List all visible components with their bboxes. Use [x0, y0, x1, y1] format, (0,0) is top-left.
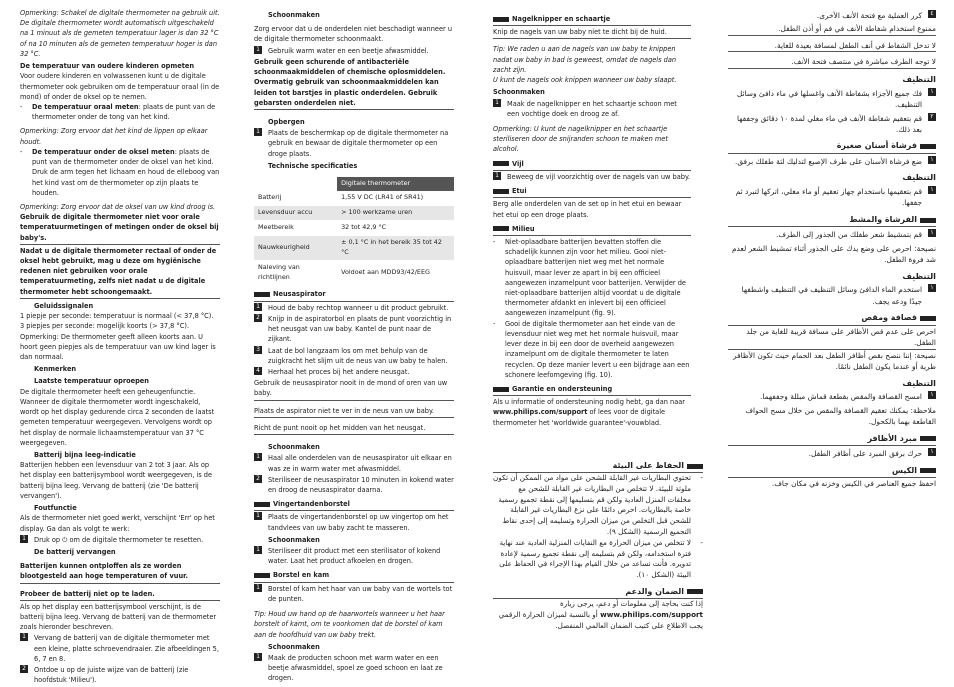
section-toothbrush: Vingertandenborstel — [254, 499, 454, 511]
note-auto-off: Opmerking: Schakel de digitale thermometer na gebruik uit. De digitale thermometer wordt automatisch uitgeschakeld na 1 minuut als de gemeten temperatuur lager is dan 32 °C of na 10 minuten als de gemeten temperatuur hoger is dan 32 °C. — [20, 9, 220, 58]
signal-note: Opmerking: De thermometer geeft alleen koorts aan. U hoort geen piepjes als de temperatuur van uw kind lager is dan normaal. — [20, 332, 216, 361]
ar-section-comb: الفرشاة والمشط — [728, 214, 936, 227]
heading-cleaning-4: Schoonmaken — [268, 642, 320, 651]
section-comb: Borstel en kam — [254, 570, 454, 582]
ar-file-step-1: ١ حرك برفق المبرد على أظافر الطفل. — [728, 448, 936, 459]
axil-label: De temperatuur onder de oksel meten — [32, 147, 175, 156]
clean-step-1: 1 Gebruik warm water en een beetje afwasmiddel. — [254, 46, 454, 56]
list-item-oral: - De temperatuur oraal meten: plaats de punt van de thermometer onder de tong van het kind. — [20, 102, 216, 122]
warning-cleaning: Gebruik geen schurende of antibacteriële schoonmaakmiddelen of chemische oplosmiddelen. Overmatig gebruik van schoonmaakmiddelen kan leiden tot barstjes in plastic onderdelen. Gebruik gebarsten onderdelen niet. — [254, 57, 454, 110]
ar-note-nail: ملاحظة: يمكنك تعقيم القصافة والمقص من خلال مسح الحواف القاطعة بهما بالكحول. — [745, 405, 936, 427]
heading-storage: Opbergen — [268, 117, 305, 126]
ar-clean4-step-1: ١ امسح القصافة والمقص بقطعة قماش مبللة وجففهما. — [728, 391, 936, 402]
ar-warning-deep: لا تدخل الشفاط في أنف الطفل لمسافة بعيدة للغاية. — [728, 40, 936, 52]
text-last-temp: De digitale thermometer heeft een geheugenfunctie. Wanneer de digitale thermometer wordt ingeschakeld, wordt op het display gedurende circa 2 seconden de laatst gemeten temperatuur weergegeven. Vervolgens wordt op het display de normale lichaamstemperatuur van 37 °C weergegeven. — [20, 387, 215, 447]
section-nail: Nagelknipper en schaartje — [493, 14, 691, 26]
text-replace: Als op het display een batterijsymbool verschijnt, is de batterij bijna leeg. Vervang de batterij van de thermometer zoals hieronder beschreven. — [20, 602, 217, 632]
text-error: Als de thermometer niet goed werkt, verschijnt 'Err' op het display. Ga dan als volgt te werk: — [20, 514, 215, 533]
spec-table — [254, 177, 454, 285]
section-case: Etui — [493, 186, 691, 198]
tip-comb: Tip: Houd uw hand op de haarwortels wanneer u het haar borstelt of kamt, om te voorkomen dat de borstel of kam aan de hoofdhuid van uw baby trekt. — [254, 610, 445, 639]
step-number: 2 — [20, 665, 28, 673]
table-row: Batterij 1,55 V DC (LR41 of SR41) — [254, 191, 454, 205]
clean4-step-1: 1 Maak de producten schoon met warm water en een beetje afwasmiddel, spoel ze goed schoon en laat ze drogen. — [254, 653, 454, 684]
ar-clean3-step-1: ١ استخدم الماء الدافئ وسائل التنظيف في التنظيف واشطفها جيدًا ودعه يجف. — [728, 284, 936, 307]
oral-label: De temperatuur oraal meten — [32, 102, 139, 111]
text-older-children: Voor oudere kinderen en volwassenen kunt u de digitale thermometer ook gebruiken om de temperatuur oraal (in de mond) of onder de oksel op te nemen. — [20, 72, 220, 101]
step-number: 1 — [20, 535, 28, 543]
asp-step-4: 4 Herhaal het proces bij het andere neusgat. — [254, 367, 454, 377]
ar-clean1-step-2: ٢ قم بتعقيم شفاطة الأنف في ماء مغلي لمدة ١٠ دقائق وجففها بعد ذلك. — [728, 113, 936, 136]
signal-1: 1 piepje per seconde: temperatuur is normaal (< 37,8 °C). — [20, 312, 214, 321]
table-row: Nauwkeurigheid ± 0,1 °C in het bereik 35 tot 42 °C — [254, 235, 454, 260]
warning-explode: Batterijen kunnen ontploffen als ze worden blootgesteld aan hoge temperaturen of vuur. — [20, 561, 220, 583]
ar-tip-comb: نصيحة: احرص على وضع يدك على الجذور أثناء تمشيط الشعر لعدم شد فروة الطفل. — [731, 243, 936, 265]
heading-replace-battery: De batterij vervangen — [34, 547, 116, 556]
replace-step-1: 1 Vervang de batterij van de digitale thermometer met een kleine, platte schroevendraaier. Zie afbeeldingen 5, 6, 7 en 8. — [20, 633, 220, 664]
heading-older-children: De temperatuur van oudere kinderen opmeten — [20, 62, 195, 71]
text-cleaning: Zorg ervoor dat u de onderdelen niet beschadigt wanneer u de digitale thermometer schoonmaakt. — [254, 25, 452, 44]
file-step-1: 1 Beweeg de vijl voorzichtig over de nagels van uw baby. — [493, 172, 691, 182]
nail-clean-step-1: 1 Maak de nagelknipper en het schaartje schoon met een vochtige doek en droog ze af. — [493, 99, 691, 119]
ar-list-item-env-2: - لا تتخلص من ميزان الحرارة مع النفايات المنزلية العادية عند نهاية فترة استخدامه، ولكن قم بتسليمه إلى نقطة تجميع رسمية لإعادة تدويره. فأنت تساعد من خلال القيام بهذا الإجراء في الحفاظ على البيئة (الشكل ١٠). — [499, 537, 703, 580]
section-warranty: Garantie en ondersteuning — [493, 384, 691, 396]
heading-last-temp: Laatste temperatuur oproepen — [34, 377, 149, 386]
support-link[interactable]: www.philips.com/support — [493, 408, 588, 417]
oral-text: : plaats de punt van de thermometer onder de tong van het kind. — [32, 102, 216, 122]
step-number: 1 — [254, 128, 262, 136]
ar-heading-cleaning-4: التنظيف — [902, 377, 936, 388]
signal-3: 3 piepjes per seconde: mogelijk koorts (> 37,8 °C). — [20, 322, 190, 331]
step-number: 1 — [20, 633, 28, 641]
ar-text-warranty: إذا كنت بحاجة إلى معلومات أو دعم، يرجى زيارة www.philips.com/support أو بالنسبة لميزان الحرارة الرقمي يجب الاطلاع على كتيب الضمان العالمي المنفصل. — [498, 598, 703, 630]
step-number: 1 — [254, 46, 262, 54]
list-item-env-1: - Niet-oplaadbare batterijen bevatten stoffen die schadelijk kunnen zijn voor het milieu. Gooi niet-oplaadbare batterijen niet weg met het normale huisvuil, maar lever ze apart in bij een officieel aangewezen inzamelpunt voor batterijen. Verwijder de niet-oplaadbare batterijen altijd voordat u de digitale thermometer afdankt en inlevert bij een officieel aangewezen inzamelpunt (fig. 9). — [493, 237, 686, 318]
list-item-env-2: - Gooi de digitale thermometer aan het einde van de levensduur niet weg met het normale huisvuil, maar lever deze in bij een door de overheid aangewezen inzamelpunt om de digitale thermometer te laten recyclen. Op deze manier levert u een bijdrage aan een schonere leefomgeving (fig. 10). — [493, 319, 690, 379]
column-4-arabic — [728, 8, 936, 673]
clean2-step-1: 1 Haal alle onderdelen van de neusaspirator uit elkaar en was ze in warm water met afwasmiddel. — [254, 453, 454, 473]
ar-section-case: الكيس — [728, 465, 936, 478]
ar-heading-cleaning-3: التنظيف — [902, 270, 936, 281]
heading-error: Foutfunctie — [34, 504, 77, 513]
ar-env-warranty-block — [493, 455, 703, 631]
heading-cleaning-2: Schoonmaken — [268, 443, 320, 452]
table-row: Levensduur accu > 100 werkzame uren — [254, 205, 454, 220]
column-2 — [254, 8, 454, 685]
ar-text-case: احفظ جميع العناصر في الكيس وخزنه في مكان جاف. — [771, 479, 936, 489]
heading-battery-low: Batterij bijna leeg-indicatie — [34, 450, 136, 459]
ar-clean1-step-1: ١ فك جميع الأجزاء بشفاطة الأنف واغسلها في ماء دافئ وسائل التنظيف. — [728, 88, 936, 111]
section-bar — [254, 292, 270, 297]
list-item-axillary: - De temperatuur onder de oksel meten: plaats de punt van de thermometer onder de oksel van het kind. Druk de arm tegen het lichaam en houd de elleboog van het kind vast om de thermometer op zijn plaats te houden. — [20, 147, 220, 197]
section-file: Vijl — [493, 159, 691, 171]
warning-nail: Knip de nagels van uw baby niet te dicht bij de huid. — [493, 27, 691, 39]
ar-warning-nail: احرص على عدم قص الأظافر على مسافة قريبة للغاية من جلد الطفل. — [728, 326, 936, 350]
table-row: Naleving van richtlijnen Voldoet aan MDD93/42/EEG — [254, 260, 454, 285]
replace-step-2: 2 Ontdoe u op de juiste wijze van de batterij (zie hoofdstuk 'Milieu'). — [20, 665, 220, 685]
store-step-1: 1 Plaats de beschermkap op de digitale thermometer na gebruik en bewaar de digitale thermometer op een droge plaats. — [254, 128, 454, 159]
ar-section-nail: قصافة ومقص — [728, 312, 936, 325]
ar-list-item-env-1: - تحتوي البطاريات غير القابلة للشحن على مواد من الممكن أن تكون ملوثة للبيئة. لا تتخلص من البطاريات غير القابلة للشحن مع مخلفات المنزل العادية ولكن قم بتسليمها إلى نقطة تجميع رسمية خاصة بالبطاريات. احرص دائمًا على نزع البطاريات غير القابلة للشحن قبل التخلص من ميزان الحرارة وتسليمه إلى إحدى نقاط التجميع الرسمية (الشكل ٩). — [493, 473, 703, 536]
text-battery-low: Batterijen hebben een levensduur van 2 tot 3 jaar. Als op het display een batterijsymbool wordt weergegeven, is de batterij bijna leeg. Vervang de batterij (zie 'De batterij vervangen'). — [20, 461, 212, 500]
heading-signals: Geluidssignalen — [34, 301, 94, 310]
ar-section-file: مبرد الأظافر — [728, 433, 936, 446]
asp-step-3: 3 Laat de bol langzaam los om met behulp van de zuigkracht het slijm uit de neus van uw baby te halen. — [254, 346, 454, 366]
ar-section-warranty: الضمان والدعم — [493, 586, 703, 599]
ar-section-environment: الحفاظ على البيئة — [493, 460, 703, 473]
ar-comb-step-1: ١ قم بتمشيط شعر طفلك من الجذور إلى الطرف. — [728, 229, 936, 240]
column-3 — [493, 8, 691, 448]
axil-text: : plaats de punt van de thermometer onder de oksel van het kind. Druk de arm tegen het lichaam en houd de elleboog van het kind vast om de thermometer op zijn plaats te houden. — [32, 147, 220, 197]
note-nail: Opmerking: U kunt de nagelknipper en het schaartje steriliseren door de snijranden schoon te maken met alcohol. — [493, 124, 668, 154]
table-row: Meetbereik 32 tot 42,9 °C — [254, 220, 454, 235]
warning-recharge: Probeer de batterij niet op te laden. — [20, 589, 220, 601]
ar-clean2-step-1: ١ قم بتعقيمها باستخدام جهاز تعقيم أو ماء مغلي، اتركها لتبرد ثم جففها. — [728, 186, 936, 209]
text-case: Berg alle onderdelen van de set op in het etui en bewaar het etui op een droge plaats. — [493, 200, 682, 219]
note-dry-armpit: Opmerking: Zorg ervoor dat de oksel van uw kind droog is. — [20, 202, 216, 211]
warning-babies: Gebruik de digitale thermometer niet voor orale temperatuurmetingen of metingen onder de oksel bij baby's. — [20, 212, 220, 245]
ar-tip-nail: نصيحة: إننا ننصح بقص أظافر الطفل بعد الحمام حيث تكون الأظافر طرية أو عندما يكون الطفل نائمًا. — [733, 350, 936, 372]
heading-nail-cleaning: Schoonmaken — [493, 88, 545, 97]
ar-brush-step-1: ١ ضع فرشاة الأسنان على طرف الإصبع لتدليك لثة طفلك برفق. — [728, 156, 936, 167]
warning-aspirator-center: Richt de punt nooit op het midden van het neusgat. — [254, 423, 454, 435]
heading-features: Kenmerken — [34, 365, 77, 374]
tip-nail-1: Tip: We raden u aan de nagels van uw baby te knippen nadat uw baby in bad is geweest, omdat de nagels dan zacht zijn. — [493, 45, 677, 74]
section-environment: Milieu — [493, 224, 691, 236]
warning-aspirator-deep: Plaats de aspirator niet te ver in de neus van uw baby. — [254, 406, 454, 418]
heading-specs: Technische specificaties — [268, 161, 358, 170]
clean3-step-1: 1 Steriliseer dit product met een sterilisator of kokend water. Laat het product afkoelen en drogen. — [254, 546, 454, 566]
ar-section-brush: فرشاة أسنان صغيرة — [728, 140, 936, 153]
ar-step-4: ٤ كرر العملية مع فتحة الأنف الأخرى. — [728, 10, 936, 21]
warning-aspirator-mouth: Gebruik de neusaspirator nooit in de mond of oren van uw baby. — [254, 378, 454, 400]
asp-step-2: 2 Knijp in de aspiratorbol en plaats de punt voorzichtig in het neusgat van uw baby. Kantel de punt naar de zijkant. — [254, 314, 454, 345]
ar-warning-mouth: ممنوع استخدام شفاطة الأنف في فم أو أذن الطفل. — [728, 23, 936, 35]
heading-cleaning-3: Schoonmaken — [268, 535, 320, 544]
ar-support-link[interactable]: www.philips.com/support — [600, 609, 703, 619]
section-aspirator: Neusaspirator — [254, 289, 454, 301]
ar-heading-cleaning-2: التنظيف — [902, 172, 936, 183]
tb-step-1: 1 Plaats de vingertandenborstel op uw vingertop om het tandvlees van uw baby zacht te masseren. — [254, 512, 454, 532]
tip-nail-2: U kunt de nagels ook knippen wanneer uw baby slaapt. — [493, 76, 677, 85]
warning-hygiene: Nadat u de digitale thermometer rectaal of onder de oksel hebt gebruikt, mag u deze om hygiënische redenen niet gebruiken voor orale temperatuurmeting, zelfs niet nadat u de digitale thermometer hebt schoongemaakt. — [20, 246, 220, 299]
column-1 — [20, 8, 220, 687]
ar-warning-center: لا توجه الطرف مباشرة في منتصف فتحة الأنف. — [728, 56, 936, 68]
heading-cleaning: Schoonmaken — [268, 11, 320, 19]
clean2-step-2: 2 Steriliseer de neusaspirator 10 minuten in kokend water en droog de neusaspirator daarna. — [254, 475, 454, 495]
comb-step-1: 1 Borstel of kam het haar van uw baby van de wortels tot de punten. — [254, 584, 454, 604]
ar-heading-cleaning-1: التنظيف — [902, 73, 936, 84]
note-lips: Opmerking: Zorg ervoor dat het kind de lippen op elkaar houdt. — [20, 127, 208, 146]
spec-header: Digitale thermometer — [337, 177, 454, 191]
error-step-1: 1 Druk op ⏻ om de digitale thermometer te resetten. — [20, 535, 220, 545]
text-warranty: Als u informatie of ondersteuning nodig hebt, ga dan naar www.philips.com/support of lees voor de digitale thermometer het 'worldwide guarantee'-vouwblad. — [493, 398, 685, 427]
asp-step-1: 1 Houd de baby rechtop wanneer u dit product gebruikt. — [254, 303, 454, 313]
